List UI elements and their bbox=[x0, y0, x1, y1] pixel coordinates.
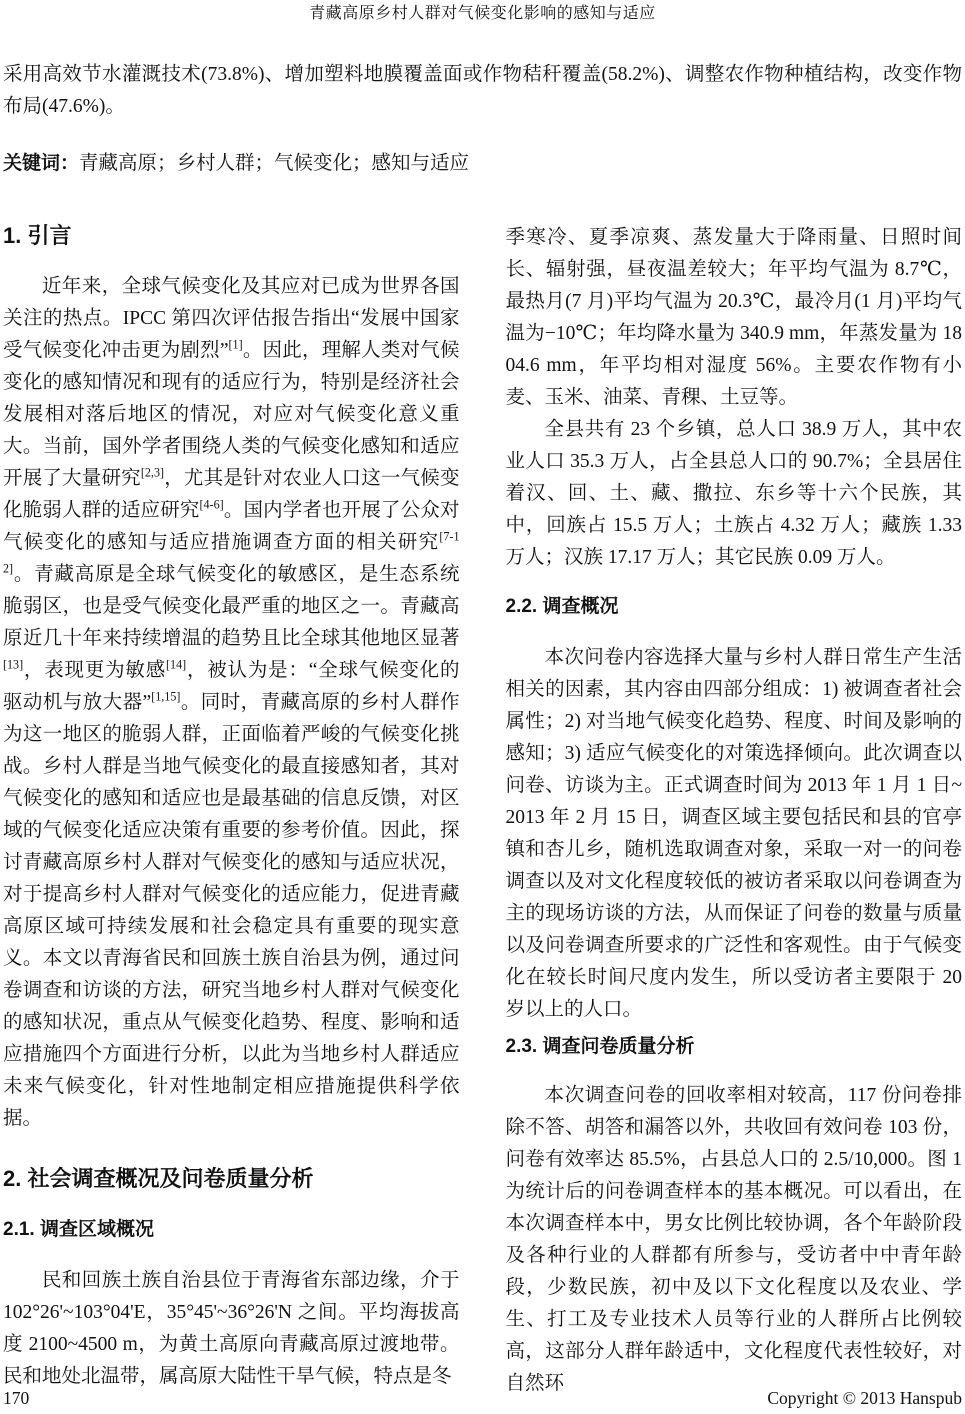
questionnaire-quality-paragraph: 本次调查问卷的回收率相对较高，117 份问卷排除不答、胡答和漏答以外，共收回有效问卷 103 份，问卷有效率达 85.5%，占县总人口的 2.5/10,000。图 1 为统计后的问卷调查样本的基本概况。可以看出，在本次调查样本中，男女比例比较协调，各个年龄阶段及各种行业的人群都有所参与，受访者中中青年龄段，少数民族，初中及以下文化程度以及农业、学生、打工及专业技术人员等行业的人群所占比例较高，这部分人群年龄适中，文化程度代表性较好，对自然环 bbox=[505, 1085, 962, 1394]
section-2-3-heading: 2.3. 调查问卷质量分析 bbox=[505, 1036, 695, 1057]
keywords-label: 关键词： bbox=[3, 153, 80, 174]
keywords-line bbox=[3, 148, 962, 180]
section-2-heading: 2. 社会调查概况及问卷质量分析 bbox=[3, 1166, 314, 1191]
two-column-body bbox=[3, 222, 962, 1400]
introduction-paragraph: 近年来，全球气候变化及其应对已成为世界各国关注的热点。IPCC 第四次评估报告指出“发展中国家受气候变化冲击更为剧烈”[1]。因此，理解人类对气候变化的感知情况和现有的适应行为，特别是经济社会发展相对落后地区的情况，对应对气候变化意义重大。当前，国外学者围绕人类的气候变化感知和适应开展了大量研究[2,3]，尤其是针对农业人口这一气候变化脆弱人群的适应研究[4-6]。国内学者也开展了公众对气候变化的感知与适应措施调查方面的相关研究[7-12]。青藏高原是全球气候变化的敏感区，是生态系统脆弱区，也是受气候变化最严重的地区之一。青藏高原近几十年来持续增温的趋势且比全球其他地区显著[13]，表现更为敏感[14]，被认为是：“全球气候变化的驱动机与放大器”[1,15]。同时，青藏高原的乡村人群作为这一地区的脆弱人群，正面临着严峻的气候变化挑战。乡村人群是当地气候变化的最直接感知者，其对气候变化的感知和适应也是最基础的信息反馈，对区域的气候变化适应决策有重要的参考价值。因此，探讨青藏高原乡村人群对气候变化的感知与适应状况，对于提高乡村人群对气候变化的适应能力，促进青藏高原区域可持续发展和社会稳定具有重要的现实意义。本文以青海省民和回族土族自治县为例，通过问卷调查和访谈的方法，研究当地乡村人群对气候变化的感知状况，重点从气候变化趋势、程度、影响和适应措施四个方面进行分析，以此为当地乡村人群适应未来气候变化，针对性地制定相应措施提供科学依据。 bbox=[3, 276, 460, 1129]
population-paragraph: 全县共有 23 个乡镇，总人口 38.9 万人，其中农业人口 35.3 万人，占全县总人口的 90.7%；全县居住着汉、回、土、藏、撒拉、东乡等十六个民族，其中，回族占 15.5 万人；土族占 4.32 万人；藏族 1.33 万人；汉族 17.17 万人；其它民族 0.09 万人。 bbox=[505, 419, 962, 568]
survey-overview-paragraph: 本次问卷内容选择大量与乡村人群日常生产生活相关的因素，其内容由四部分组成：1) 被调查者社会属性；2) 对当地气候变化趋势、程度、时间及影响的感知；3) 适应气候变化的对策选择倾向。此次调查以问卷、访谈为主。正式调查时间为 2013 年 1 月 1 日~2013 年 2 月 15 日，调查区域主要包括民和县的官亭镇和杏儿乡，随机选取调查对象，采取一对一的问卷调查以及对文化程度较低的被访者采取以问卷调查为主的现场访谈的方法，从而保证了问卷的数量与质量以及问卷调查所要求的广泛性和客观性。由于气候变化在较长时间尺度内发生，所以受访者主要限于 20 岁以上的人口。 bbox=[505, 647, 962, 1020]
page-number: 170 bbox=[3, 1388, 30, 1408]
section-2-1-heading: 2.1. 调查区域概况 bbox=[3, 1219, 154, 1240]
copyright-notice: Copyright © 2013 Hanspub bbox=[767, 1388, 962, 1408]
climate-continuation-paragraph: 季寒冷、夏季凉爽、蒸发量大于降雨量、日照时间长、辐射强，昼夜温差较大；年平均气温为 8.7℃，最热月(7 月)平均气温为 20.3℃，最冷月(1 月)平均气温为−10℃；年均降水量为 340.9 mm，年蒸发量为 1804.6 mm，年平均相对湿度 56%。主要农作物有小麦、玉米、油菜、青稞、土豆等。 bbox=[505, 227, 962, 408]
left-column bbox=[3, 222, 460, 1400]
section-1-heading: 1. 引言 bbox=[3, 223, 72, 248]
section-2-2-heading: 2.2. 调查概况 bbox=[505, 596, 619, 617]
right-column bbox=[506, 222, 963, 1400]
keywords-value: 青藏高原；乡村人群；气候变化；感知与适应 bbox=[79, 153, 470, 174]
running-header-title: 青藏高原乡村人群对气候变化影响的感知与适应 bbox=[309, 5, 656, 22]
abstract-continuation-paragraph: 采用高效节水灌溉技术(73.8%)、增加塑料地膜覆盖面或作物秸秆覆盖(58.2%)、调整农作物种植结构，改变作物布局(47.6%)。 bbox=[3, 64, 962, 117]
survey-region-paragraph: 民和回族土族自治县位于青海省东部边缘，介于 102°26'~103°04'E，35°45'~36°26'N 之间。平均海拔高度 2100~4500 m，为黄土高原向青藏高原过渡地带。民和地处北温带，属高原大陆性干旱气候，特点是冬 bbox=[3, 1270, 460, 1387]
page-footer bbox=[3, 1388, 962, 1408]
